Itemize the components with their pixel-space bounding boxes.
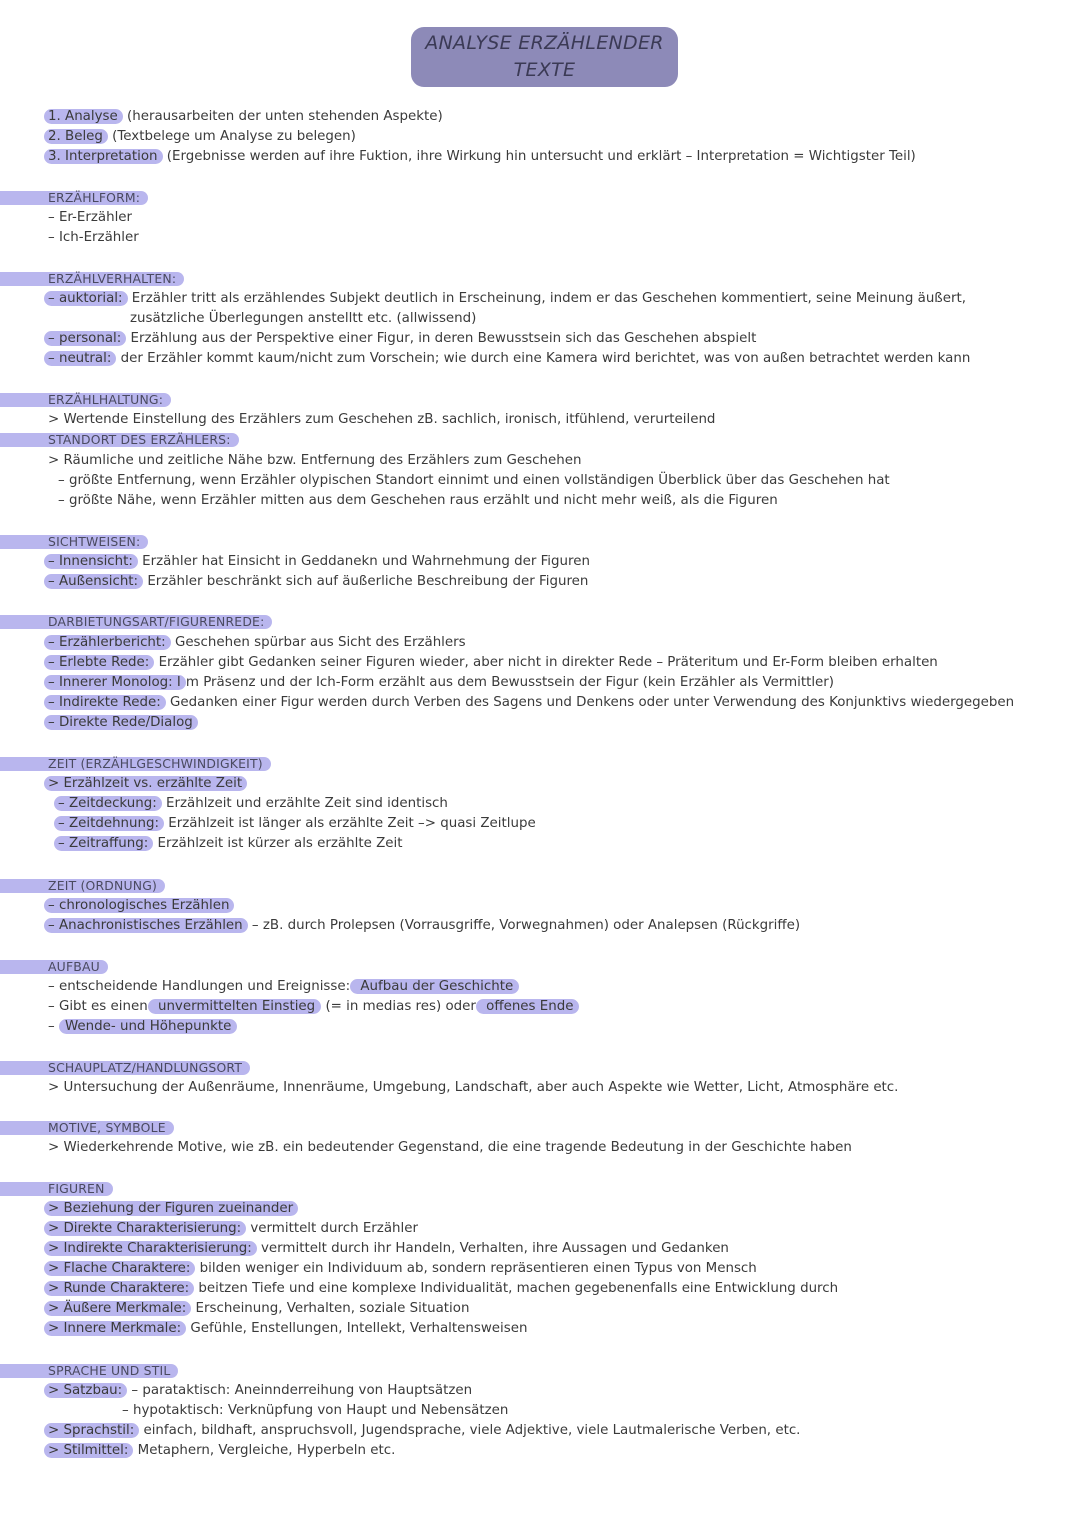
- intro-step-2-term: 2. Beleg: [44, 129, 108, 144]
- intro-step-3: [48, 148, 916, 166]
- term-text: vermittelt durch Erzähler: [246, 1221, 418, 1236]
- list-item: > Wiederkehrende Motive, wie zB. ein bedeutender Gegenstand, die eine tragende Bedeutung in der Geschichte haben: [48, 1140, 852, 1155]
- term-neutral: – neutral:: [44, 351, 116, 366]
- term-text: beitzen Tiefe und eine komplexe Individualität, machen gegebenenfalls eine Entwicklung durch: [194, 1281, 839, 1296]
- term-innere-merkmale: > Innere Merkmale:: [44, 1321, 186, 1336]
- section-heading-aufbau: AUFBAU: [0, 960, 108, 974]
- term-zeitdeckung: – Zeitdeckung:: [54, 796, 162, 811]
- list-item: [58, 815, 536, 833]
- term-text: Metaphern, Vergleiche, Hyperbeln etc.: [133, 1443, 396, 1458]
- term-text: Erzählzeit ist kürzer als erzählte Zeit: [153, 836, 403, 851]
- term-direkte-rede: – Direkte Rede/Dialog: [44, 715, 198, 730]
- term-text: –: [48, 1019, 59, 1034]
- list-item: [48, 350, 970, 368]
- section-heading-schauplatz: SCHAUPLATZ/HANDLUNGSORT: [0, 1061, 250, 1075]
- term-unvermittelter-einstieg: unvermittelten Einstieg: [148, 999, 321, 1014]
- section-heading-darbietung: DARBIETUNGSART/FIGURENREDE:: [0, 615, 272, 629]
- term-wendepunkte: Wende- und Höhepunkte: [59, 1019, 237, 1034]
- list-item: [48, 897, 234, 915]
- list-item: [48, 654, 938, 672]
- term-text: – entscheidende Handlungen und Ereignisse:: [48, 979, 351, 994]
- section-heading-motive: MOTIVE, SYMBOLE: [0, 1121, 174, 1135]
- list-item: [48, 694, 1014, 712]
- section-heading-sprache: SPRACHE UND STIL: [0, 1364, 178, 1378]
- title-line-2: TEXTE: [513, 59, 576, 81]
- list-item: [48, 714, 198, 732]
- list-item: > Wertende Einstellung des Erzählers zum Geschehen zB. sachlich, ironisch, itfühlend, verurteilend: [48, 412, 716, 427]
- intro-step-1: [48, 108, 443, 126]
- list-item: [48, 978, 519, 996]
- term-zeitdehnung: – Zeitdehnung:: [54, 816, 164, 831]
- term-text: – Gibt es einen: [48, 999, 148, 1014]
- term-erzaehlerbericht: – Erzählerbericht:: [44, 635, 171, 650]
- term-aufbau-der-geschichte: Aufbau der Geschichte: [350, 979, 519, 994]
- term-text: Erzähler gibt Gedanken seiner Figuren wieder, aber nicht in direkter Rede – Präteritum und Er-Form bleiben erhalten: [154, 655, 938, 670]
- term-text: Erzähler hat Einsicht in Geddanekn und Wahrnehmung der Figuren: [137, 554, 590, 569]
- list-item: [48, 290, 966, 308]
- term-beziehung: > Beziehung der Figuren zueinander: [44, 1201, 298, 1216]
- section-heading-sichtweisen: SICHTWEISEN:: [0, 535, 148, 549]
- term-innerer-monolog: – Innerer Monolog: I: [44, 675, 186, 690]
- list-item: [48, 1422, 800, 1440]
- term-text: m Präsenz und der Ich-Form erzählt aus dem Bewusstsein der Figur (kein Erzähler als Vermittler): [185, 675, 835, 690]
- list-item: [48, 1220, 418, 1238]
- list-item: – größte Entfernung, wenn Erzähler olypischen Standort einnimt und einen vollständigen Überblick über das Geschehen hat: [58, 473, 890, 488]
- term-text: der Erzähler kommt kaum/nicht zum Vorschein; wie durch eine Kamera wird berichtet, was von außen betrachtet werden kann: [116, 351, 971, 366]
- term-text: Gedanken einer Figur werden durch Verben des Sagens und Denkens oder unter Verwendung des Konjunktivs wiedergegeben: [165, 695, 1015, 710]
- list-item: [48, 1442, 395, 1460]
- term-indirekte-charakterisierung: > Indirekte Charakterisierung:: [44, 1241, 257, 1256]
- term-text: Erzählung aus der Perspektive einer Figur, in deren Bewusstsein sich das Geschehen abspielt: [126, 331, 757, 346]
- list-item: [48, 674, 834, 692]
- intro-step-3-term: 3. Interpretation: [44, 149, 163, 164]
- term-text: Erzähler beschränkt sich auf äußerliche Beschreibung der Figuren: [143, 574, 589, 589]
- section-heading-zeit-geschwindigkeit: ZEIT (ERZÄHLGESCHWINDIGKEIT): [0, 757, 271, 771]
- list-item: – Ich-Erzähler: [48, 230, 139, 245]
- term-text: Erzähler tritt als erzählendes Subjekt deutlich in Erscheinung, indem er das Geschehen kommentiert, seine Meinung äußert,: [127, 291, 966, 306]
- section-heading-erzaehlhaltung: ERZÄHLHALTUNG:: [0, 393, 171, 407]
- term-indirekte-rede: – Indirekte Rede:: [44, 695, 166, 710]
- section-heading-figuren: FIGUREN: [0, 1182, 113, 1196]
- term-text: Erzählzeit ist länger als erzählte Zeit –> quasi Zeitlupe: [164, 816, 536, 831]
- term-text: – zB. durch Prolepsen (Vorrausgriffe, Vorwegnahmen) oder Analepsen (Rückgriffe): [247, 918, 801, 933]
- list-item: [48, 1260, 757, 1278]
- list-item: [58, 835, 402, 853]
- term-text: Gefühle, Enstellungen, Intellekt, Verhaltensweisen: [186, 1321, 528, 1336]
- list-item: – Er-Erzähler: [48, 210, 133, 225]
- term-text: Geschehen spürbar aus Sicht des Erzählers: [170, 635, 466, 650]
- list-item: [48, 573, 588, 591]
- intro-step-2-text: (Textbelege um Analyse zu belegen): [107, 129, 356, 144]
- term-sprachstil: > Sprachstil:: [44, 1423, 139, 1438]
- list-item: [48, 1320, 527, 1338]
- term-runde-charaktere: > Runde Charaktere:: [44, 1281, 194, 1296]
- list-item: – größte Nähe, wenn Erzähler mitten aus dem Geschehen raus erzählt und nicht mehr weiß, als die Figuren: [58, 493, 778, 508]
- term-satzbau: > Satzbau:: [44, 1383, 127, 1398]
- term-zeitraffung: – Zeitraffung:: [54, 836, 153, 851]
- title-box: [411, 27, 678, 87]
- term-stilmittel: > Stilmittel:: [44, 1443, 133, 1458]
- list-item: [58, 795, 448, 813]
- intro-step-2: [48, 128, 356, 146]
- term-text: bilden weniger ein Individuum ab, sondern repräsentieren einen Typus von Mensch: [195, 1261, 757, 1276]
- intro-step-1-text: (herausarbeiten der unten stehenden Aspekte): [122, 109, 443, 124]
- list-item: [48, 1018, 237, 1036]
- term-erzaehlzeit: > Erzählzeit vs. erzählte Zeit: [44, 776, 247, 791]
- term-innensicht: – Innensicht:: [44, 554, 138, 569]
- list-item: [48, 1200, 298, 1218]
- list-item-continuation: – hypotaktisch: Verknüpfung von Haupt und Nebensätzen: [122, 1403, 509, 1418]
- section-heading-zeit-ordnung: ZEIT (ORDNUNG): [0, 879, 165, 893]
- term-text: vermittelt durch ihr Handeln, Verhalten, ihre Aussagen und Gedanken: [256, 1241, 729, 1256]
- term-flache-charaktere: > Flache Charaktere:: [44, 1261, 195, 1276]
- list-item: [48, 775, 247, 793]
- list-item: > Räumliche und zeitliche Nähe bzw. Entfernung des Erzählers zum Geschehen: [48, 453, 582, 468]
- intro-step-1-term: 1. Analyse: [44, 109, 123, 124]
- term-aeussere-merkmale: > Äußere Merkmale:: [44, 1301, 191, 1316]
- term-offenes-ende: offenes Ende: [476, 999, 580, 1014]
- intro-step-3-text: (Ergebnisse werden auf ihre Fuktion, ihre Wirkung hin untersucht und erklärt – Interpretation = Wichtigster Teil): [162, 149, 916, 164]
- list-item-continuation: zusätzliche Überlegungen anstelltt etc. (allwissend): [130, 311, 477, 326]
- list-item: [48, 998, 579, 1016]
- term-personal: – personal:: [44, 331, 126, 346]
- term-text: – parataktisch: Aneinnderreihung von Hauptsätzen: [127, 1383, 473, 1398]
- section-heading-erzaehlverhalten: ERZÄHLVERHALTEN:: [0, 272, 184, 286]
- list-item: [48, 1300, 469, 1318]
- list-item: [48, 634, 466, 652]
- term-text: Erscheinung, Verhalten, soziale Situation: [191, 1301, 470, 1316]
- title-line-1: ANALYSE ERZÄHLENDER: [425, 32, 664, 54]
- section-heading-standort: STANDORT DES ERZÄHLERS:: [0, 433, 239, 447]
- term-erlebte-rede: – Erlebte Rede:: [44, 655, 154, 670]
- term-text: (= in medias res) oder: [321, 999, 476, 1014]
- section-heading-erzaehlform: ERZÄHLFORM:: [0, 191, 148, 205]
- term-text: einfach, bildhaft, anspruchsvoll, Jugendsprache, viele Adjektive, viele Lautmalerische Verben, etc.: [139, 1423, 801, 1438]
- term-auktorial: – auktorial:: [44, 291, 128, 306]
- list-item: > Untersuchung der Außenräume, Innenräume, Umgebung, Landschaft, aber auch Aspekte wie Wetter, Licht, Atmosphäre etc.: [48, 1080, 899, 1095]
- list-item: [48, 1280, 838, 1298]
- list-item: [48, 1240, 729, 1258]
- list-item: [48, 330, 756, 348]
- list-item: [48, 553, 590, 571]
- list-item: [48, 1382, 472, 1400]
- list-item: [48, 917, 800, 935]
- term-text: Erzählzeit und erzählte Zeit sind identisch: [161, 796, 448, 811]
- term-anachronistisch: – Anachronistisches Erzählen: [44, 918, 248, 933]
- term-aussensicht: – Außensicht:: [44, 574, 143, 589]
- term-direkte-charakterisierung: > Direkte Charakterisierung:: [44, 1221, 246, 1236]
- term-chronologisch: – chronologisches Erzählen: [44, 898, 234, 913]
